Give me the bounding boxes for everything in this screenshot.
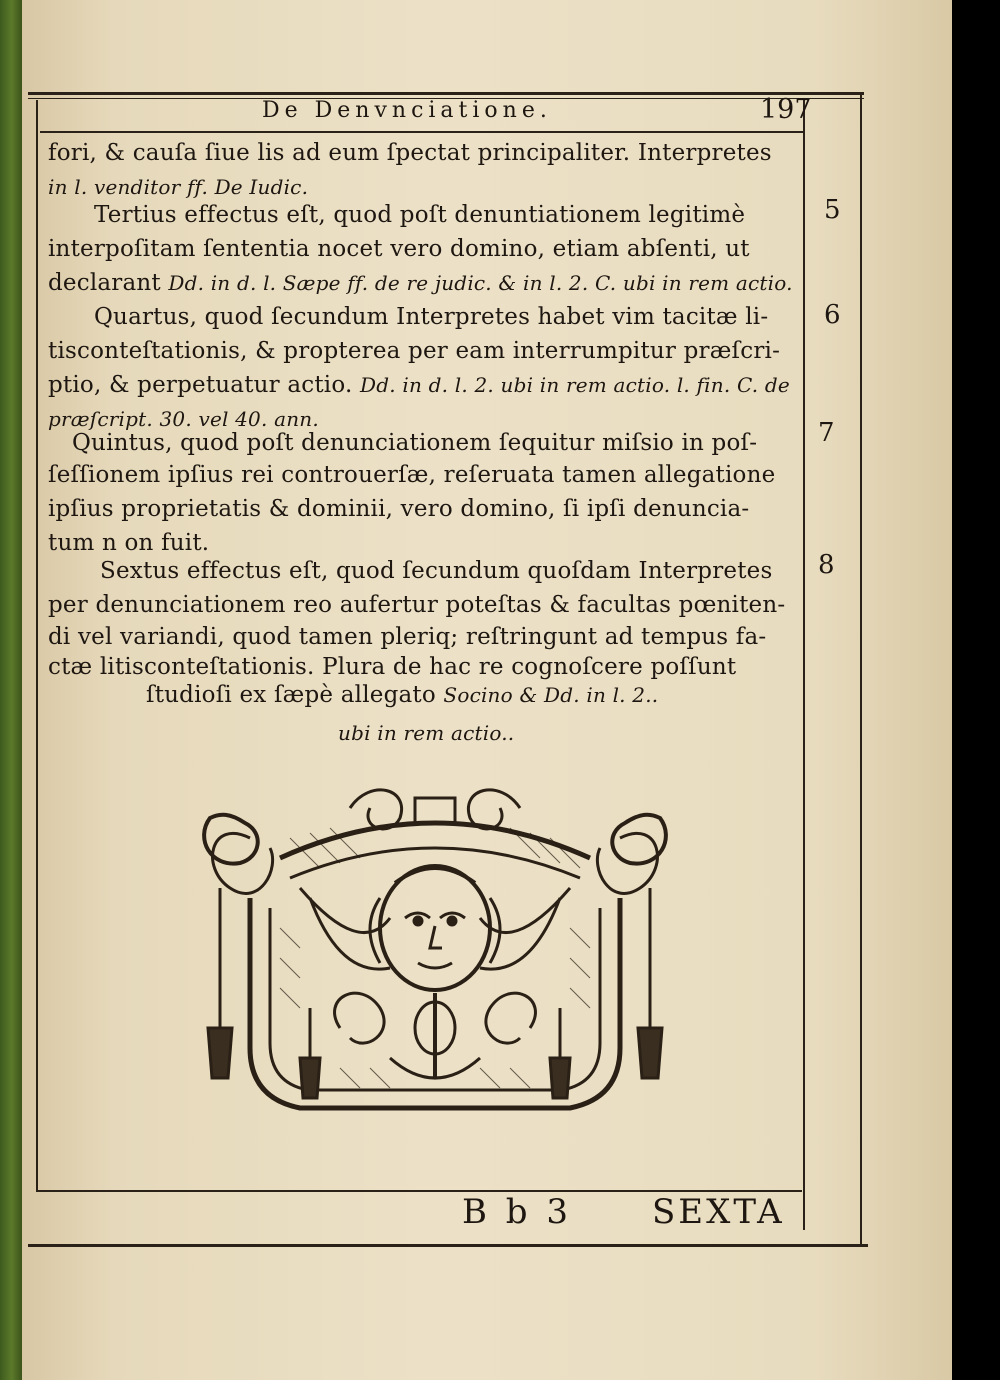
text-line: ctæ litisconteſtationis. Plura de hac re cognoſcere poſſunt <box>48 654 737 680</box>
text-line: ptio, & perpetuatur actio. Dd. in d. l. 2. ubi in rem actio. l. fin. C. de <box>48 372 790 398</box>
text-line: declarant Dd. in d. l. Sæpe ff. de re judic. & in l. 2. C. ubi in rem actio. <box>48 270 793 296</box>
page-bottom-rule <box>28 1244 868 1247</box>
book-page <box>22 0 952 1380</box>
running-head: De Denvnciatione. <box>262 98 552 123</box>
text-line: tisconteſtationis, & propterea per eam interrumpitur præſcri- <box>48 338 781 364</box>
header-rule <box>40 131 804 133</box>
text-line: interpoſitam ſententia nocet vero domino, etiam abſenti, ut <box>48 236 750 262</box>
text-line: in l. venditor ff. De Iudic. <box>48 175 309 199</box>
text-line: ipſius proprietatis & dominii, vero domino, ſi ipſi denuncia- <box>48 496 750 522</box>
text-line: Quartus, quod ſecundum Interpretes habet vim tacitæ li- <box>94 304 769 330</box>
text-line: fori, & cauſa ſiue lis ad eum ſpectat principaliter. Interpretes <box>48 140 772 166</box>
text-line: præſcript. 30. vel 40. ann. <box>48 407 319 431</box>
text-line: Sextus effectus eſt, quod ſecundum quoſdam Interpretes <box>100 558 773 584</box>
margin-number: 5 <box>824 195 841 225</box>
text-line: di vel variandi, quod tamen pleriq; reſtringunt ad tempus fa- <box>48 624 767 650</box>
margin-number: 8 <box>818 550 835 580</box>
margin-number: 6 <box>824 300 841 330</box>
catchword: SEXTA <box>652 1192 785 1232</box>
margin-number: 7 <box>818 418 835 448</box>
text-line: ſtudioſi ex ſæpè allegato Socino & Dd. in l. 2.. <box>146 682 659 708</box>
left-frame-rule <box>36 100 38 1192</box>
text-line: ubi in rem actio.. <box>338 721 515 745</box>
outer-margin-rule <box>860 92 862 1246</box>
text-line: tum n on fuit. <box>48 530 210 556</box>
text-line: Quintus, quod poſt denunciationem ſequitur miſsio in poſ- <box>72 430 758 456</box>
woodcut-ornament <box>190 778 680 1128</box>
text-block <box>48 140 808 750</box>
top-double-rule <box>28 92 864 95</box>
text-line: Tertius effectus eſt, quod poſt denuntiationem legitimè <box>94 202 746 228</box>
text-line: per denunciationem reo aufertur poteſtas & facultas pœniten- <box>48 592 786 618</box>
text-line: ſeſſionem ipſius rei controuerſæ, reſeruata tamen allegatione <box>48 462 776 488</box>
signature-mark: B b 3 <box>462 1192 572 1232</box>
page-number: 197 <box>760 94 812 125</box>
